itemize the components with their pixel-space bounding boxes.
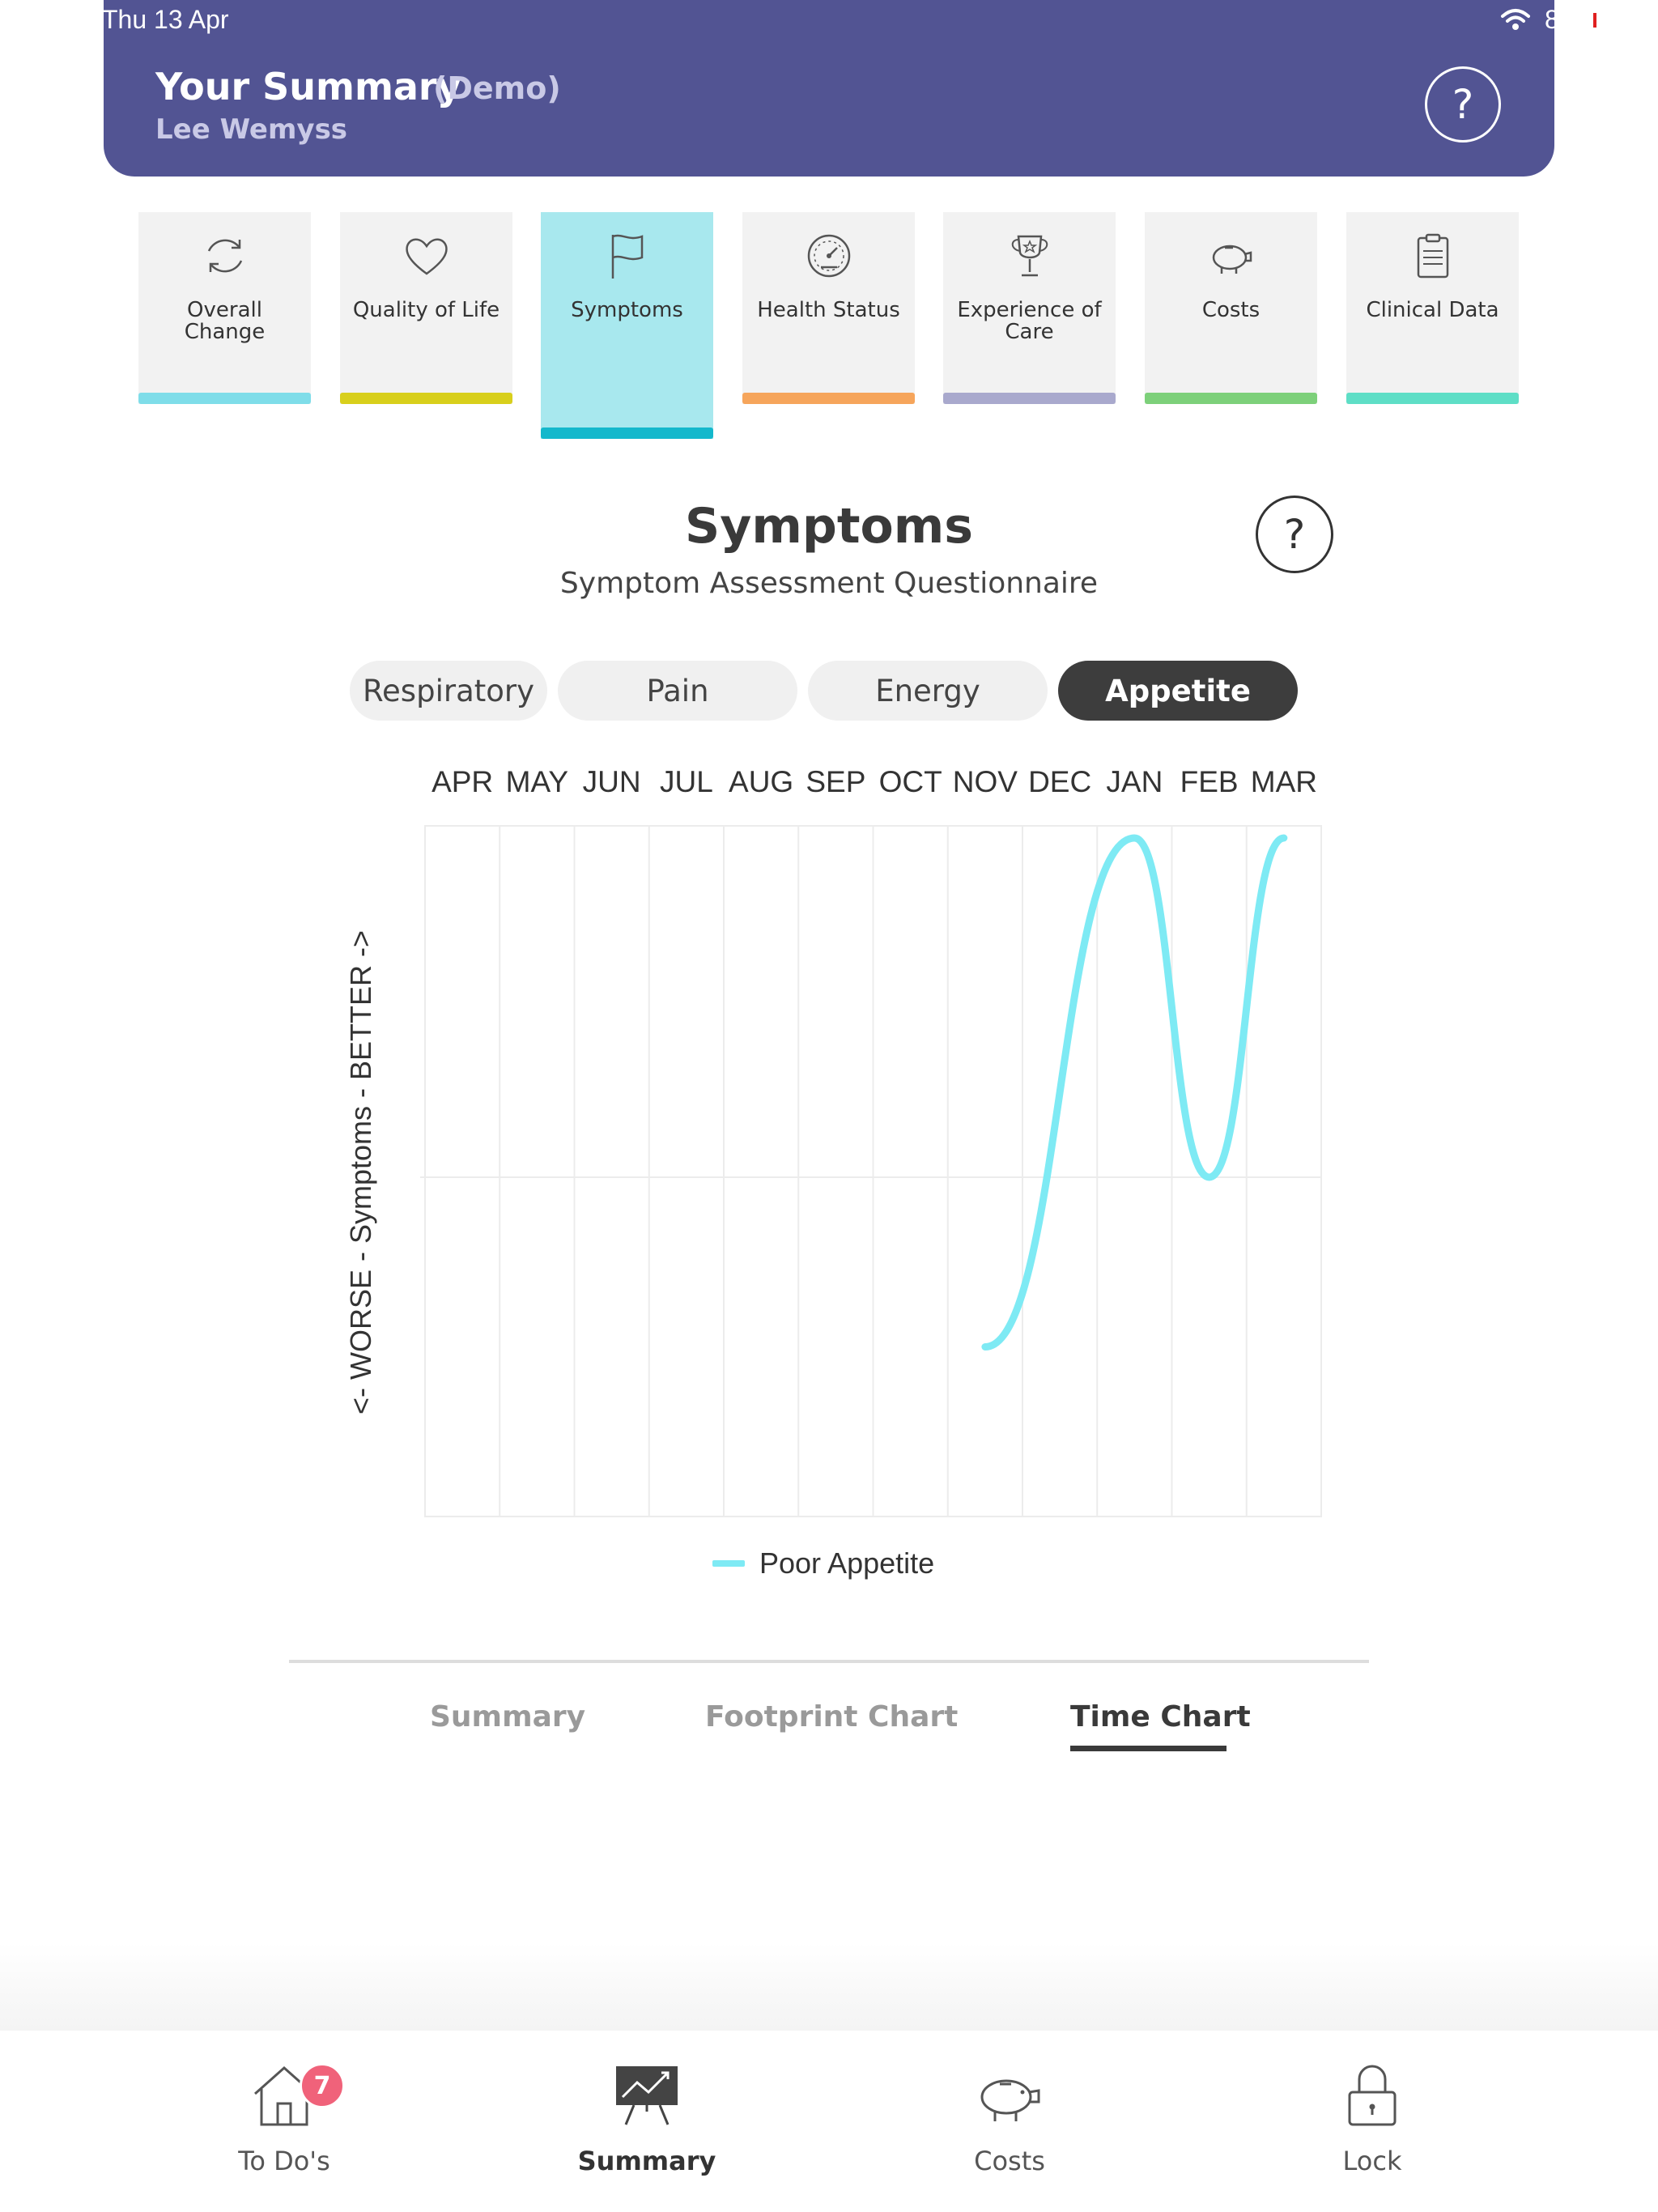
category-label: Costs: [1201, 298, 1261, 322]
x-tick-label: OCT: [878, 765, 942, 798]
section-subtitle: Symptom Assessment Questionnaire: [559, 567, 1099, 600]
tabbar-lock[interactable]: [1283, 2057, 1461, 2176]
lock-icon: [1333, 2057, 1411, 2134]
x-tick-label: JAN: [1106, 765, 1163, 798]
x-tick-label: FEB: [1180, 765, 1239, 798]
category-label: Overall Change: [184, 298, 266, 344]
tabbar-summary[interactable]: [558, 2057, 736, 2176]
y-axis-label: <- WORSE - Symptoms - BETTER ->: [344, 929, 377, 1415]
category-label: Quality of Life: [352, 298, 500, 322]
status-time: Thu 13 Apr: [102, 5, 229, 34]
x-tick-label: MAY: [505, 765, 569, 798]
category-label: Experience of Care: [957, 298, 1102, 344]
tabbar-todos[interactable]: [195, 2057, 373, 2176]
segment-energy[interactable]: Energy: [808, 661, 1048, 721]
tab-time-chart[interactable]: Time Chart: [1070, 1700, 1251, 1733]
x-tick-label: APR: [432, 765, 494, 798]
header-help-button[interactable]: ?: [1425, 66, 1501, 143]
tab-summary[interactable]: Summary: [430, 1700, 586, 1733]
category-label: Symptoms: [571, 298, 683, 322]
demo-label: (Demo): [433, 70, 561, 106]
chart-board-icon: [608, 2057, 686, 2134]
legend-swatch: [712, 1560, 745, 1567]
todo-count-badge: 7: [300, 2063, 345, 2108]
x-tick-label: SEP: [806, 765, 866, 798]
x-tick-label: DEC: [1028, 765, 1092, 798]
divider: [289, 1660, 1369, 1663]
category-label: Health Status: [757, 298, 900, 322]
tab-footprint-chart[interactable]: Footprint Chart: [705, 1700, 959, 1733]
series-line-0: [985, 838, 1284, 1347]
legend-label: Poor Appetite: [759, 1546, 935, 1580]
page-title: Your Summary: [155, 65, 461, 108]
tabbar-label: To Do's: [238, 2146, 330, 2176]
tabbar-label: Summary: [577, 2146, 716, 2176]
piggy-bank-icon: [971, 2057, 1048, 2134]
category-label: Clinical Data: [1366, 298, 1499, 322]
section-help-button[interactable]: ?: [1256, 496, 1333, 573]
tabbar-label: Costs: [974, 2146, 1045, 2176]
x-tick-label: JUL: [659, 765, 713, 798]
x-tick-label: MAR: [1250, 765, 1317, 798]
segment-pain[interactable]: Pain: [558, 661, 797, 721]
x-tick-label: NOV: [952, 765, 1018, 798]
x-tick-label: JUN: [582, 765, 641, 798]
x-tick-label: AUG: [729, 765, 794, 798]
segment-appetite[interactable]: Appetite: [1058, 661, 1298, 721]
segment-respiratory[interactable]: Respiratory: [350, 661, 547, 721]
tabbar-label: Lock: [1342, 2146, 1402, 2176]
section-title: Symptoms: [685, 498, 973, 555]
chart-legend: [712, 1546, 934, 1580]
user-name: Lee Wemyss: [155, 113, 348, 146]
tabbar-costs[interactable]: [920, 2057, 1099, 2176]
tabbar-shadow: [0, 1943, 1658, 2031]
active-tab-underline: [1070, 1746, 1226, 1751]
battery-level: 8: [1545, 5, 1559, 34]
